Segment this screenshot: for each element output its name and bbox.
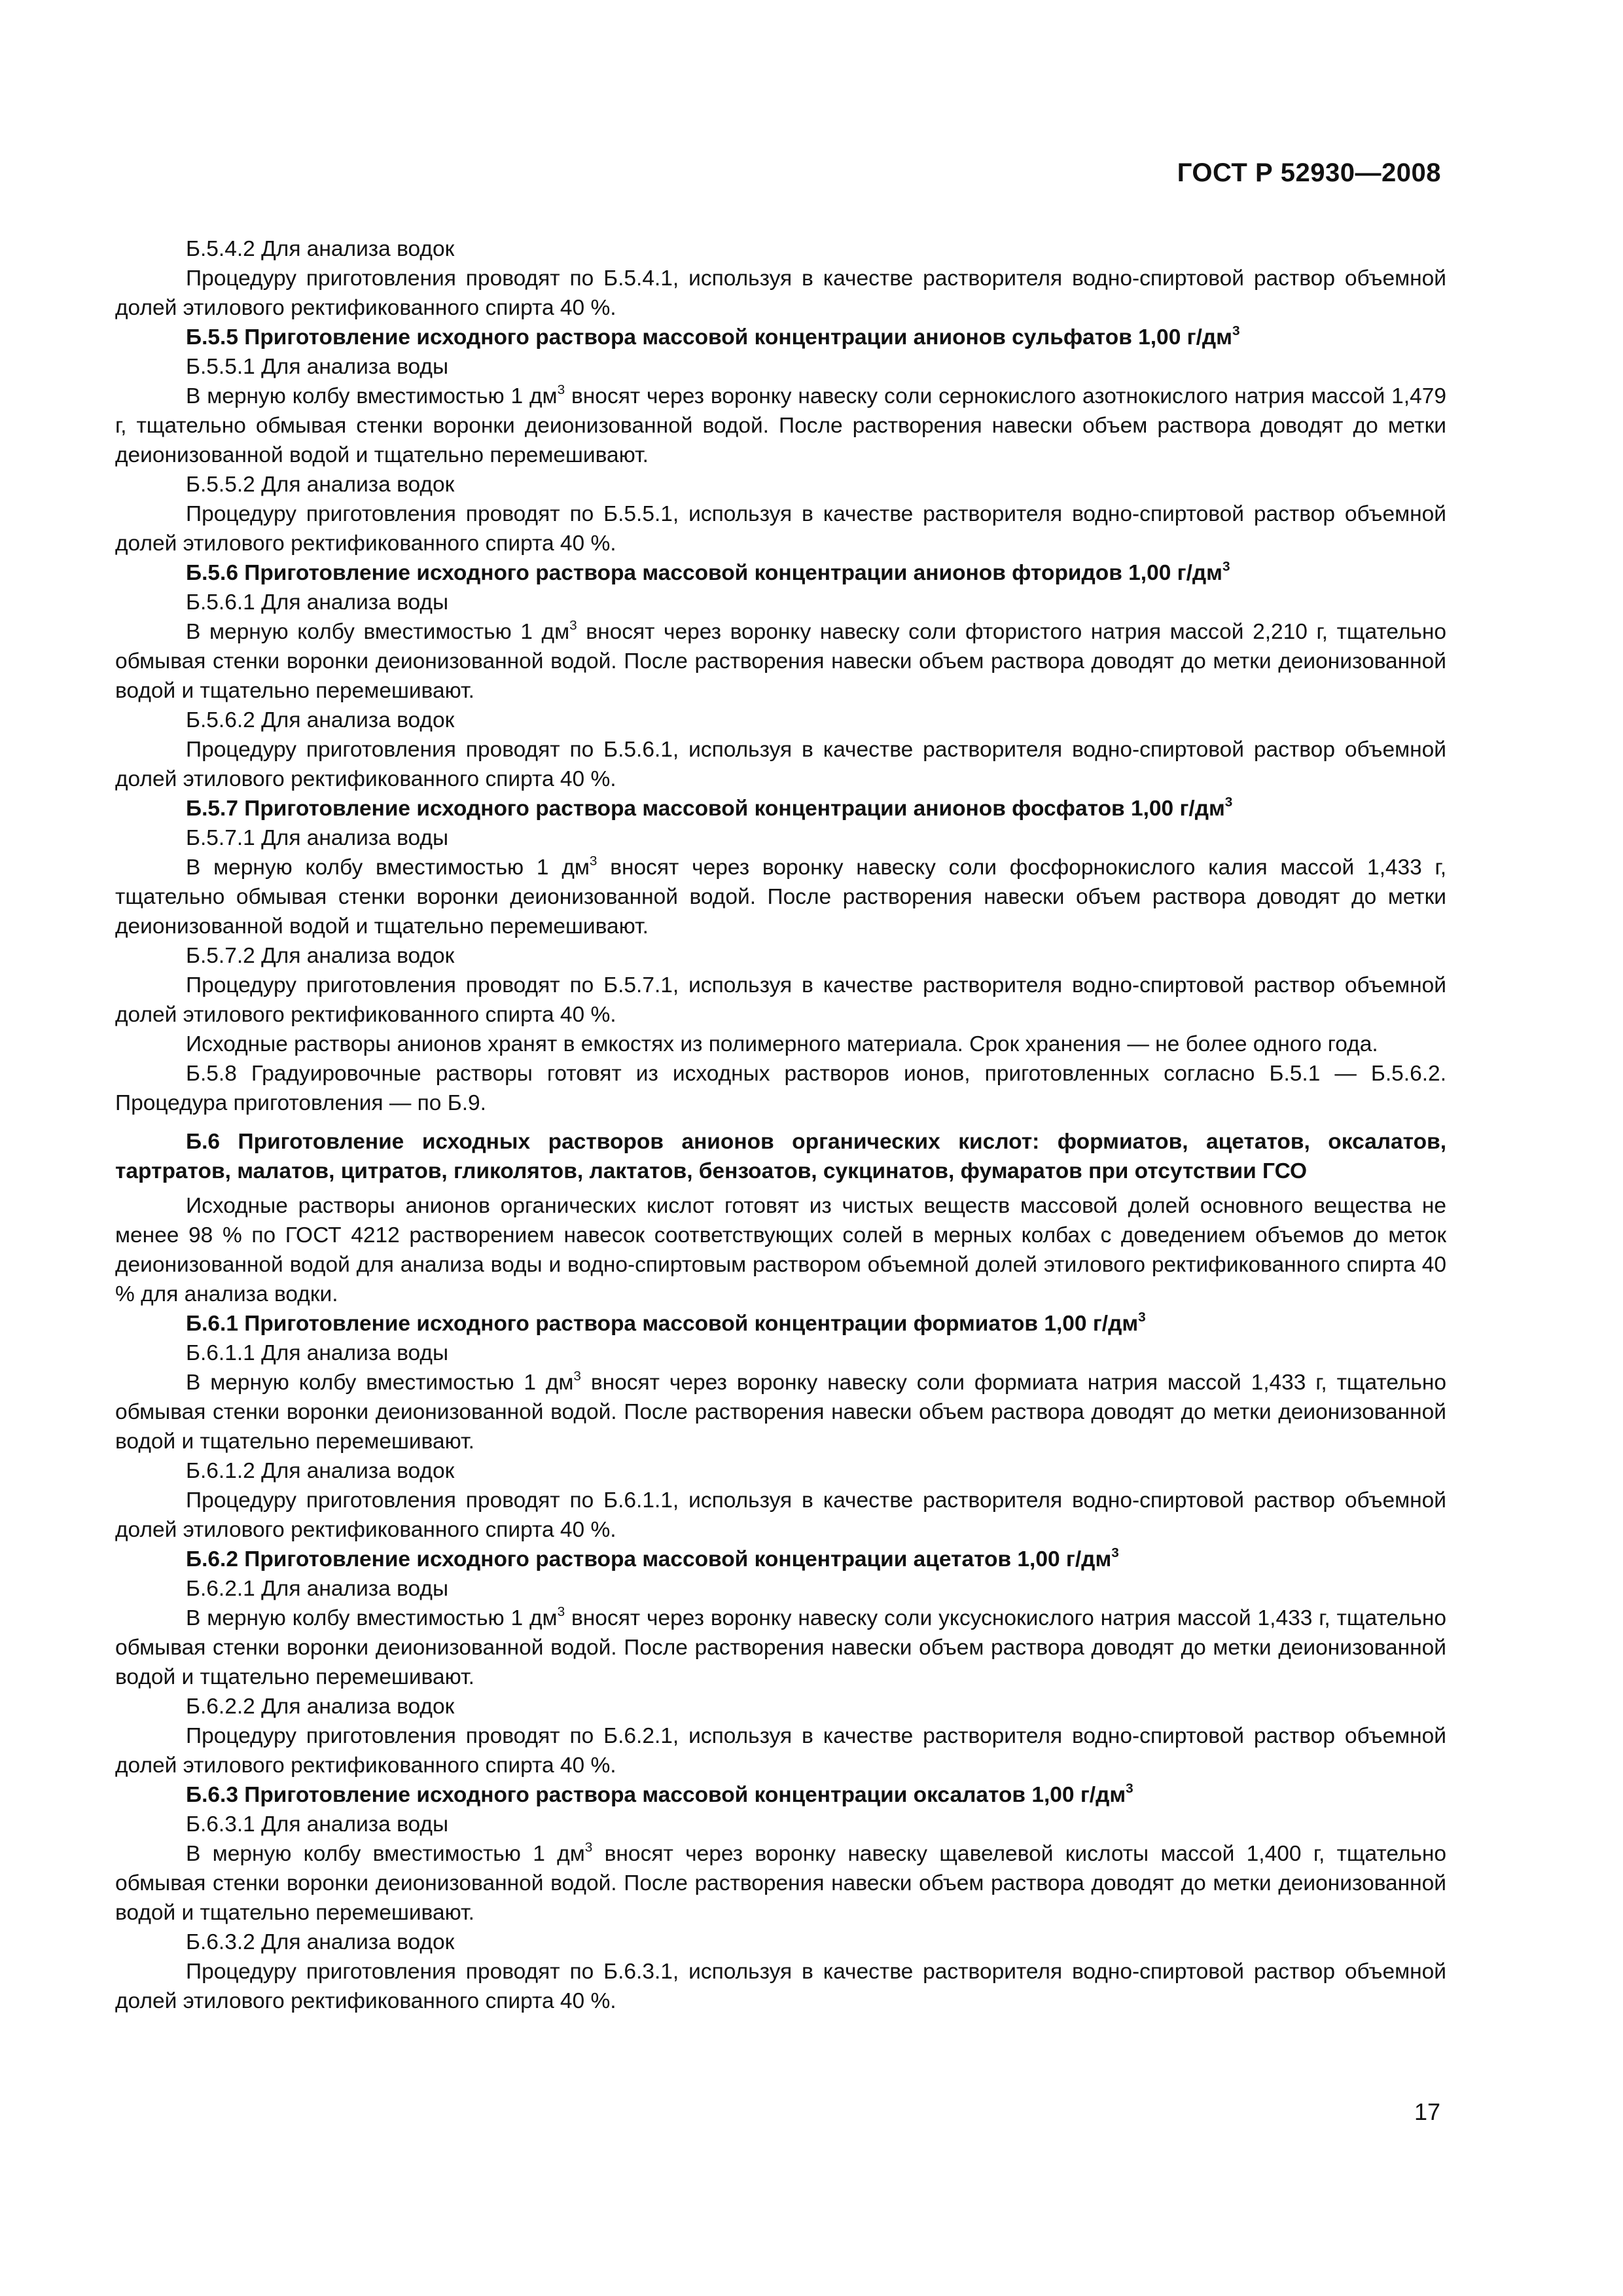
subclause-b5-6-1: Б.5.6.1 Для анализа воды — [186, 590, 449, 615]
subclause-b5-4-2: Б.5.4.2 Для анализа водок — [186, 237, 455, 261]
body-paragraph: В мерную колбу вместимостью 1 $дм^3$ вносят через воронку навеску соли фосфорнокислого калия массой 1,433 г, тщательно обмывая стенки воронки деионизованной водой. После растворения навески объем раствора доводят до метки деионизованной водой и тщательно перемешивают. — [115, 853, 1446, 939]
body-paragraph: Исходные растворы анионов органических кислот готовят из чистых веществ массовой долей основного вещества не менее 98 % по ГОСТ 4212 растворением навесок соответствующих солей в мерных колбах с доведением объемов до меток деионизованной водой для анализа воды и водно-спиртовым раствором объемной долей этилового ректификованного спирта 40 % для анализа водки. — [115, 1194, 1446, 1306]
subclause-b5-7-1: Б.5.7.1 Для анализа воды — [186, 826, 449, 850]
body-paragraph: В мерную колбу вместимостью 1 $дм^3$ вносят через воронку навеску щавелевой кислоты массой 1,400 г, тщательно обмывая стенки воронки деионизованной водой. После растворения навески объем раствора доводят до метки деионизованной водой и тщательно перемешивают. — [115, 1839, 1446, 1925]
heading-b5-7: Б.5.7 Приготовление исходного раствора массовой концентрации анионов фосфатов 1,00 $г/дм^3$ — [186, 794, 1233, 821]
subclause-b6-3-1: Б.6.3.1 Для анализа воды — [186, 1812, 449, 1837]
body-paragraph: Процедуру приготовления проводят по Б.5.6.1, используя в качестве растворителя водно-спиртовой раствор объемной долей этилового ректификованного спирта 40 %. — [115, 738, 1446, 791]
clause-b5-8: Б.5.8 Градуировочные растворы готовят из исходных растворов ионов, приготовленных согласно Б.5.1 — Б.5.6.2. Процедура приготовления — по Б.9. — [115, 1062, 1446, 1115]
body-paragraph: В мерную колбу вместимостью 1 $дм^3$ вносят через воронку навеску соли сернокислого азотнокислого натрия массой 1,479 г, тщательно обмывая стенки воронки деионизованной водой. После растворения навески объем раствора доводят до метки деионизованной водой и тщательно перемешивают. — [115, 382, 1446, 467]
heading-b6-2: Б.6.2 Приготовление исходного раствора массовой концентрации ацетатов 1,00 $г/дм^3$ — [186, 1545, 1119, 1571]
body-paragraph: Процедуру приготовления проводят по Б.5.4.1, используя в качестве растворителя водно-спиртовой раствор объемной долей этилового ректификованного спирта 40 %. — [115, 266, 1446, 320]
document-body — [115, 234, 1446, 2016]
page-number: 17 — [1414, 2098, 1440, 2125]
section-heading-b6: Б.6 Приготовление исходных растворов анионов органических кислот: формиатов, ацетатов, оксалатов, тартратов, малатов, цитратов, гликолятов, лактатов, бензоатов, сукцинатов, фумаратов при отсутствии ГСО — [115, 1130, 1446, 1183]
subclause-b6-2-2: Б.6.2.2 Для анализа водок — [186, 1695, 455, 1719]
subclause-b5-7-2: Б.5.7.2 Для анализа водок — [186, 944, 455, 968]
heading-b6-3: Б.6.3 Приготовление исходного раствора массовой концентрации оксалатов 1,00 $г/дм^3$ — [186, 1780, 1133, 1807]
body-paragraph: Процедуру приготовления проводят по Б.6.1.1, используя в качестве растворителя водно-спиртовой раствор объемной долей этилового ректификованного спирта 40 %. — [115, 1488, 1446, 1542]
heading-b5-5: Б.5.5 Приготовление исходного раствора массовой концентрации анионов сульфатов 1,00 $г/дм^3$ — [186, 323, 1240, 350]
body-paragraph: Исходные растворы анионов хранят в емкостях из полимерного материала. Срок хранения — не более одного года. — [186, 1032, 1378, 1056]
subclause-b5-5-1: Б.5.5.1 Для анализа воды — [186, 355, 449, 379]
document-header: ГОСТ Р 52930—2008 — [1177, 158, 1441, 187]
body-paragraph: В мерную колбу вместимостью 1 $дм^3$ вносят через воронку навеску соли формиата натрия массой 1,433 г, тщательно обмывая стенки воронки деионизованной водой. После растворения навески объем раствора доводят до метки деионизованной водой и тщательно перемешивают. — [115, 1368, 1446, 1454]
body-paragraph: В мерную колбу вместимостью 1 $дм^3$ вносят через воронку навеску соли уксуснокислого натрия массой 1,433 г, тщательно обмывая стенки воронки деионизованной водой. После растворения навески объем раствора доводят до метки деионизованной водой и тщательно перемешивают. — [115, 1604, 1446, 1689]
heading-b6-1: Б.6.1 Приготовление исходного раствора массовой концентрации формиатов 1,00 $г/дм^3$ — [186, 1309, 1146, 1336]
body-paragraph: Процедуру приготовления проводят по Б.5.7.1, используя в качестве растворителя водно-спиртовой раствор объемной долей этилового ректификованного спирта 40 %. — [115, 973, 1446, 1027]
body-paragraph: В мерную колбу вместимостью 1 $дм^3$ вносят через воронку навеску соли фтористого натрия массой 2,210 г, тщательно обмывая стенки воронки деионизованной водой. После растворения навески объем раствора доводят до метки деионизованной водой и тщательно перемешивают. — [115, 617, 1446, 703]
body-paragraph: Процедуру приготовления проводят по Б.5.5.1, используя в качестве растворителя водно-спиртовой раствор объемной долей этилового ректификованного спирта 40 %. — [115, 502, 1446, 556]
body-paragraph: Процедуру приготовления проводят по Б.6.2.1, используя в качестве растворителя водно-спиртовой раствор объемной долей этилового ректификованного спирта 40 %. — [115, 1724, 1446, 1778]
subclause-b6-3-2: Б.6.3.2 Для анализа водок — [186, 1930, 455, 1954]
body-paragraph: Процедуру приготовления проводят по Б.6.3.1, используя в качестве растворителя водно-спиртовой раствор объемной долей этилового ректификованного спирта 40 %. — [115, 1960, 1446, 2013]
subclause-b6-1-1: Б.6.1.1 Для анализа воды — [186, 1341, 449, 1365]
subclause-b6-2-1: Б.6.2.1 Для анализа воды — [186, 1577, 449, 1601]
heading-b5-6: Б.5.6 Приготовление исходного раствора массовой концентрации анионов фторидов 1,00 $г/дм^3$ — [186, 558, 1230, 585]
subclause-b5-6-2: Б.5.6.2 Для анализа водок — [186, 708, 455, 732]
subclause-b6-1-2: Б.6.1.2 Для анализа водок — [186, 1459, 455, 1483]
subclause-b5-5-2: Б.5.5.2 Для анализа водок — [186, 473, 455, 497]
